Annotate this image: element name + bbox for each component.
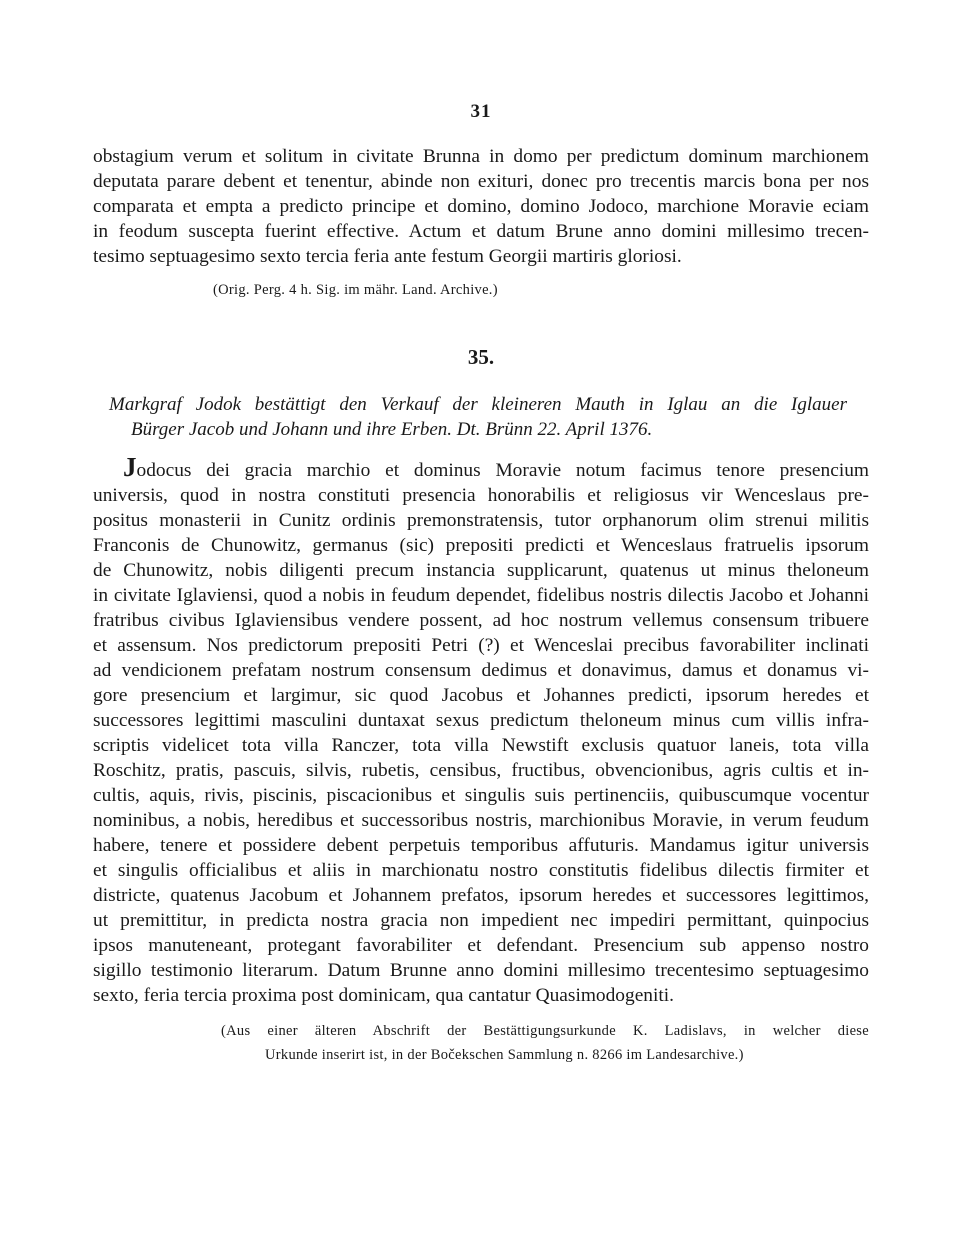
previous-document-source-note: (Orig. Perg. 4 h. Sig. im mähr. Land. Archive.)	[213, 282, 498, 298]
text-line: de Chunowitz, nobis diligenti precum instancia supplicarunt, quatenus ut minus theloneum	[93, 560, 869, 581]
first-line-text: odocus dei gracia marchio et dominus Moravie notum facimus tenore presencium	[136, 460, 869, 481]
text-line: et singulis officialibus et aliis in marchionatu nostro constitutis fidelibus dilectis firmiter et	[93, 860, 869, 881]
text-line: ut premittitur, in predicta nostra gracia non impedient nec impediri permittant, quinpocius	[93, 910, 869, 931]
text-line: universis, quod in nostra constituti presencia honorabilis et religiosus vir Wenceslaus pre-	[93, 485, 869, 506]
source-note-line: Urkunde inserirt ist, in der Bočekschen Sammlung n. 8266 im Landesarchive.)	[265, 1047, 744, 1063]
document-number: 35.	[467, 345, 495, 369]
initial-letter: J	[123, 452, 137, 482]
text-line: habere, tenere et possidere debent perpetuis temporibus affuturis. Mandamus igitur universis	[93, 835, 869, 856]
previous-document-paragraph	[93, 144, 869, 269]
document-source-note	[221, 1019, 869, 1067]
text-line: sigillo testimonio literarum. Datum Brunne anno domini millesimo trecentesimo septuagesimo	[93, 960, 869, 981]
text-line: successores legittimi masculini duntaxat sexus predictum theloneum minus cum villis infra-	[93, 710, 869, 731]
text-line: cultis, aquis, rivis, piscinis, piscacionibus et singulis suis pertinenciis, quibuscumque vocentur	[93, 785, 869, 806]
text-line: districte, quatenus Jacobum et Johannem prefatos, ipsorum heredes et successores legittimos,	[93, 885, 869, 906]
text-line: et assensum. Nos predictorum prepositi Petri (?) et Wenceslai precibus favorabiliter inclinati	[93, 635, 869, 656]
text-line: fratribus civibus Iglaviensibus vendere possent, ad hoc nostrum vellemus consensum tribuere	[93, 610, 869, 631]
text-line: nominibus, a nobis, heredibus et successoribus nostris, marchionibus Moravie, in verum feudum	[93, 810, 869, 831]
page	[93, 0, 869, 1250]
document-text	[93, 452, 869, 1008]
page-number: 31	[470, 101, 492, 122]
text-line: Franconis de Chunowitz, germanus (sic) prepositi predicti et Wenceslaus fratruelis ipsorum	[93, 535, 869, 556]
document-regest	[93, 392, 869, 442]
source-note-line: (Aus einer älteren Abschrift der Bestättigungsurkunde K. Ladislavs, in welcher diese	[221, 1023, 869, 1039]
document-paragraph	[93, 452, 869, 1008]
text-line: ipsos manuteneant, protegant favorabiliter et defendant. Presencium sub appenso nostro	[93, 935, 869, 956]
text-line-first	[93, 452, 869, 483]
text-line: obstagium verum et solitum in civitate Brunna in domo per predictum dominum marchionem	[93, 146, 869, 167]
text-line: positus monasterii in Cunitz ordinis premonstratensis, tutor orphanorum olim strenui militis	[93, 510, 869, 531]
text-line: Roschitz, pratis, pascuis, silvis, rubetis, censibus, fructibus, obvencionibus, agris cultis et in-	[93, 760, 869, 781]
text-line: ad vendicionem prefatam nostrum consensum dedimus et donavimus, damus et donamus vi-	[93, 660, 869, 681]
text-line: tesimo septuagesimo sexto tercia feria ante festum Georgii martiris gloriosi.	[93, 246, 682, 267]
text-line: scriptis videlicet tota villa Ranczer, tota villa Newstift exclusis quatuor laneis, tota villa	[93, 735, 869, 756]
text-line: in civitate Iglaviensi, quod a nobis in feudum dependet, fidelibus nostris dilectis Jacobo et Johanni	[93, 585, 869, 606]
previous-document-text	[93, 144, 869, 269]
text-line: in feodum suscepta fuerint effective. Actum et datum Brune anno domini millesimo trecen-	[93, 221, 869, 242]
regest-line: Markgraf Jodok bestättigt den Verkauf der kleineren Mauth in Iglau an die Iglauer	[109, 394, 847, 415]
text-line: gore presencium et largimur, sic quod Jacobus et Johannes predicti, ipsorum heredes et	[93, 685, 869, 706]
regest-line: Bürger Jacob und Johann und ihre Erben. Dt. Brünn 22. April 1376.	[131, 419, 653, 440]
text-line: comparata et empta a predicto principe et domino, domino Jodoco, marchione Moravie eciam	[93, 196, 869, 217]
text-line: deputata parare debent et tenentur, abinde non exituri, donec pro trecentis marcis bona per nos	[93, 171, 869, 192]
text-line: sexto, feria tercia proxima post dominicam, qua cantatur Quasimodogeniti.	[93, 985, 675, 1006]
